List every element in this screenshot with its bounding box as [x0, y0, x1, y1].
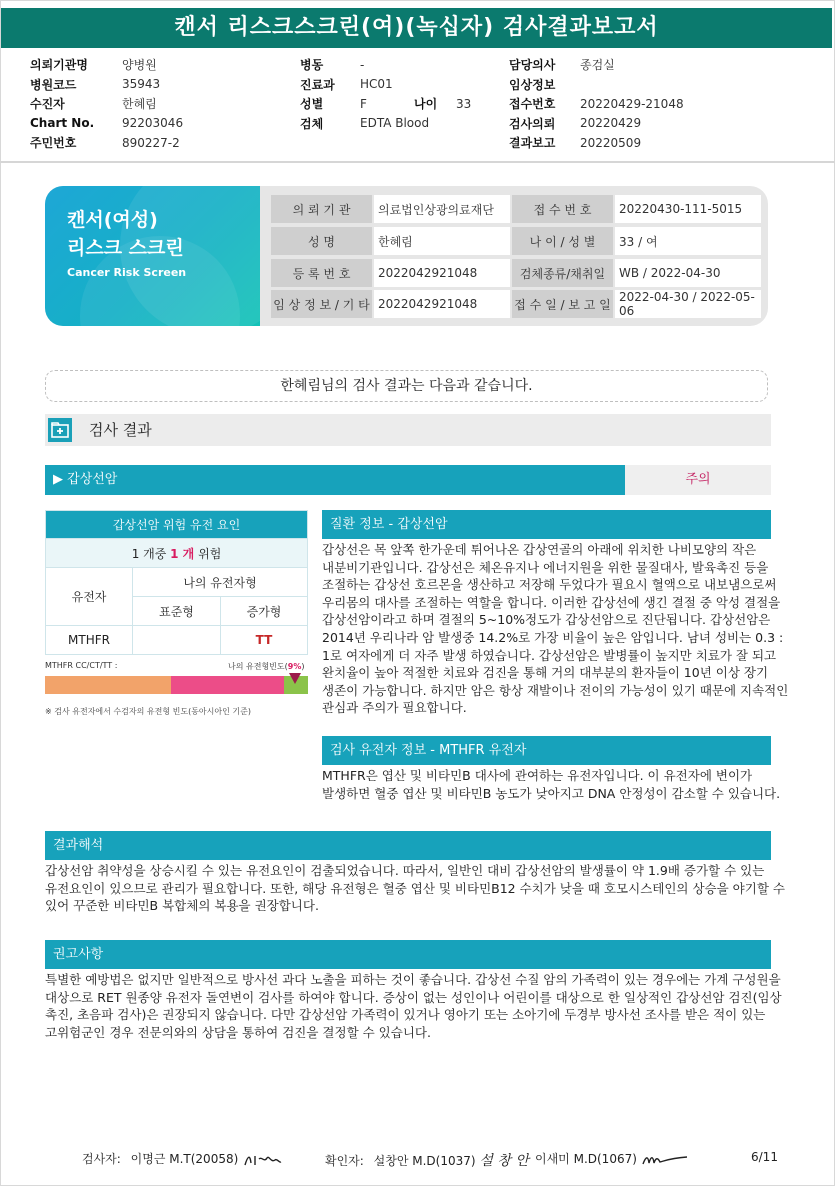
section-title: 검사 결과 [89, 421, 152, 439]
meta-label: 성별 [300, 97, 324, 112]
meta-label: 접수번호 [509, 97, 556, 112]
meta-value: 92203046 [122, 116, 184, 131]
interpretation-header: 결과해석 [45, 831, 771, 860]
meta-label: 검체 [300, 116, 324, 131]
confirmer1-name: 설창안 M.D(1037) [373, 1154, 476, 1168]
text-line: 관심과 주의가 필요합니다. [322, 700, 467, 716]
frequency-segment [45, 676, 171, 694]
examiner-label: 검사자: [82, 1152, 121, 1166]
risk-summary-post: 위험 [194, 546, 222, 561]
text-line: 있어 꾸준한 비타민B 복합체의 복용을 권장합니다. [45, 898, 319, 914]
meta-value: 33 [456, 96, 472, 111]
card-label: 접 수 일 / 보 고 일 [512, 290, 613, 318]
meta-label: 검사의뢰 [509, 116, 556, 131]
status-badge: 주의 [625, 465, 771, 495]
meta-label: 진료과 [300, 77, 335, 92]
card-title-line-2: 리스크 스크린 [67, 237, 184, 259]
confirmer2-name: 이새미 M.D(1067) [535, 1152, 637, 1166]
meta-value: 종검실 [580, 58, 615, 73]
divider [0, 161, 835, 163]
text-line: MTHFR은 엽산 및 비타민B 대사에 관여하는 유전자입니다. 이 유전자에 변이가 [322, 768, 753, 783]
disease-info-header: 질환 정보 - 갑상선암 [322, 510, 771, 539]
text-line: 유전요인이 있으므로 관리가 필요합니다. 또한, 해당 유전형은 혈중 엽산 및 비타민B12 수치가 낮을 때 호모시스테인의 상승을 야기할 수 [45, 880, 785, 896]
recommendation-text [45, 971, 782, 1041]
text-line: 우리몸의 대사를 조절하는 역할을 합니다. 이러한 갑상선에 생긴 결절 중 악성 결절을 [322, 594, 781, 610]
meta-label: 수진자 [30, 97, 65, 112]
confirmer-label: 확인자: [325, 1154, 364, 1168]
text-line: 2014년 우리나라 암 발생중 14.2%로 가장 비율이 높은 암입니다. 남녀 성비는 0.3 : [322, 629, 784, 645]
card-label: 접 수 번 호 [512, 195, 613, 223]
text-line: 1로 여자에게 더 자주 발생 하였습니다. 갑상선암은 발병률이 높지만 치료가 잘 되고 [322, 647, 777, 663]
text-line: 갑상선은 목 앞쪽 한가운데 튀어나온 갑상연골의 아래에 위치한 나비모양의 작은 [322, 542, 757, 557]
medical-folder-icon-svg [48, 418, 72, 442]
confirmer-2 [535, 1150, 689, 1168]
card-label: 나 이 / 성 별 [512, 227, 613, 255]
gene-name: MTHFR [46, 626, 133, 655]
meta-label: 결과보고 [509, 136, 556, 151]
meta-value: 20220509 [580, 135, 642, 150]
increased-value: TT [221, 626, 308, 655]
intro-text: 한혜림님의 검사 결과는 다음과 같습니다. [45, 370, 768, 402]
text-line: 생존이 가능합니다. 하지만 암은 항상 재발이나 전이의 가능성이 있기 때문에 지속적인 [322, 682, 789, 698]
confirmer [325, 1150, 529, 1170]
card-label: 성 명 [271, 227, 372, 255]
meta-value: EDTA Blood [360, 116, 430, 131]
card-value: 의료법인상광의료재단 [374, 195, 510, 223]
card-label: 임 상 정 보 / 기 타 [271, 290, 372, 318]
column-header-genotype: 나의 유전자형 [133, 568, 308, 597]
my-frequency-label [228, 661, 304, 672]
meta-col-1 [30, 55, 183, 153]
column-header-standard: 표준형 [133, 597, 221, 626]
meta-label: 병동 [300, 58, 324, 73]
card-label: 등 록 번 호 [271, 259, 372, 287]
page-number: 6/11 [751, 1150, 778, 1164]
meta-value: - [360, 57, 365, 72]
cancer-type-bar: ▶ 갑상선암 [45, 465, 625, 495]
meta-label: 담당의사 [509, 58, 556, 73]
my-frequency-post: ) [301, 662, 305, 671]
disease-info-text [322, 541, 789, 717]
medical-folder-icon [48, 418, 72, 442]
gene-info-header: 검사 유전자 정보 - MTHFR 유전자 [322, 736, 771, 765]
gene-risk-table [45, 510, 308, 655]
risk-summary [46, 539, 308, 568]
meta-label: 임상정보 [509, 77, 556, 92]
my-frequency-value: 9% [287, 662, 302, 671]
text-line: 특별한 예방법은 없지만 일반적으로 방사선 과다 노출을 피하는 것이 좋습니다. 갑상선 수질 암의 가족력이 있는 경우에는 가계 구성원을 [45, 972, 781, 987]
text-line: 갑상선암 취약성을 상승시킬 수 있는 유전요인이 검출되었습니다. 따라서, 일반인 대비 갑상선암의 발생률이 약 1.9배 증가할 수 있는 [45, 863, 765, 878]
risk-count: 1 개 [170, 546, 195, 561]
card-brand-panel [45, 186, 260, 326]
text-line: 완치율이 높아 적절한 치료와 검진을 통해 거의 대부분의 환자들이 10년 이상 장기 [322, 665, 769, 681]
meta-value: 20220429 [580, 116, 642, 131]
meta-value: 양병원 [122, 58, 157, 73]
examiner [82, 1150, 282, 1169]
card-value: 20220430-111-5015 [615, 195, 761, 223]
card-subtitle: Cancer Risk Screen [67, 266, 187, 279]
meta-value: 한혜림 [122, 97, 157, 112]
interpretation-text [45, 862, 785, 915]
standard-value [133, 626, 221, 655]
meta-col-2 [300, 55, 471, 133]
text-line: 발생하면 혈중 엽산 및 비타민B 농도가 낮아지고 DNA 안정성이 감소할 수 있습니다. [322, 785, 781, 801]
meta-label: 병원코드 [30, 77, 77, 92]
risk-summary-pre: 1 개중 [131, 546, 171, 561]
meta-col-3 [509, 55, 684, 153]
meta-label: 의뢰기관명 [30, 58, 88, 73]
meta-value: HC01 [360, 77, 393, 92]
gene-info-text [322, 767, 781, 802]
text-line: 촉진, 초음파 검사)은 권장되지 않습니다. 다만 갑상선암 가족력이 있거나 영아기 또는 소아기에 두경부 방사선 조사를 받은 적이 있는 [45, 1007, 766, 1023]
meta-value: 890227-2 [122, 135, 180, 150]
column-header-gene: 유전자 [46, 568, 133, 626]
text-line: 대상으로 RET 원종양 유전자 돌연변이 검사를 하여야 합니다. 증상이 없는 성인이나 어린이를 대상으로 한 일상적인 갑상선암 검진(임상 [45, 989, 782, 1005]
card-value: 한혜림 [374, 227, 510, 255]
meta-value: 20220429-21048 [580, 96, 684, 111]
card-value: WB / 2022-04-30 [615, 259, 761, 287]
confirmer2-signature-icon [641, 1152, 689, 1168]
table-title: 갑상선암 위험 유전 요인 [46, 511, 308, 539]
my-genotype-marker-icon [289, 673, 301, 684]
meta-value: 35943 [122, 77, 161, 92]
frequency-segment [171, 676, 284, 694]
genotype-frequency-bar [45, 676, 308, 694]
frequency-note: ※ 검사 유전자에서 수검자의 유전형 빈도(동아시아인 기준) [45, 707, 251, 716]
meta-label: 나이 [414, 97, 438, 112]
card-value: 33 / 여 [615, 227, 761, 255]
card-value: 2022042921048 [374, 259, 510, 287]
card-title [67, 206, 184, 262]
meta-label: 주민번호 [30, 136, 77, 151]
card-label: 의 뢰 기 관 [271, 195, 372, 223]
examiner-signature-icon [242, 1151, 282, 1169]
recommendation-header: 권고사항 [45, 940, 771, 969]
text-line: 갑상선암이라고 하며 결절의 5~10%정도가 갑상선암으로 진단됩니다. 갑상선암은 [322, 612, 771, 628]
text-line: 고위험군인 경우 전문의와의 상담을 통하여 검진을 결정할 수 있습니다. [45, 1024, 431, 1040]
card-label: 검체종류/채취일 [512, 259, 613, 287]
confirmer1-signature: 설 창 안 [479, 1153, 529, 1169]
report-title: 캔서 리스크스크린(여)(녹십자) 검사결과보고서 [1, 8, 832, 48]
my-frequency-pre: 나의 유전형빈도( [228, 662, 288, 671]
column-header-increased: 증가형 [221, 597, 308, 626]
card-value: 2022042921048 [374, 290, 510, 318]
meta-label: Chart No. [30, 116, 95, 131]
text-line: 내분비기관입니다. 갑상선은 체온유지나 에너지원을 위한 물질대사, 발육촉진 등을 [322, 559, 769, 575]
card-title-line-1: 캔서(여성) [67, 209, 158, 231]
card-value: 2022-04-30 / 2022-05-06 [615, 290, 761, 318]
meta-value: F [360, 96, 367, 111]
section-header [45, 414, 771, 446]
frequency-label: MTHFR CC/CT/TT : [45, 661, 118, 670]
text-line: 조절하는 갑상선 호르몬을 생산하고 저장해 두었다가 필요시 혈액으로 내보냄으로써 [322, 577, 777, 593]
examiner-name: 이명근 M.T(20058) [130, 1152, 239, 1166]
